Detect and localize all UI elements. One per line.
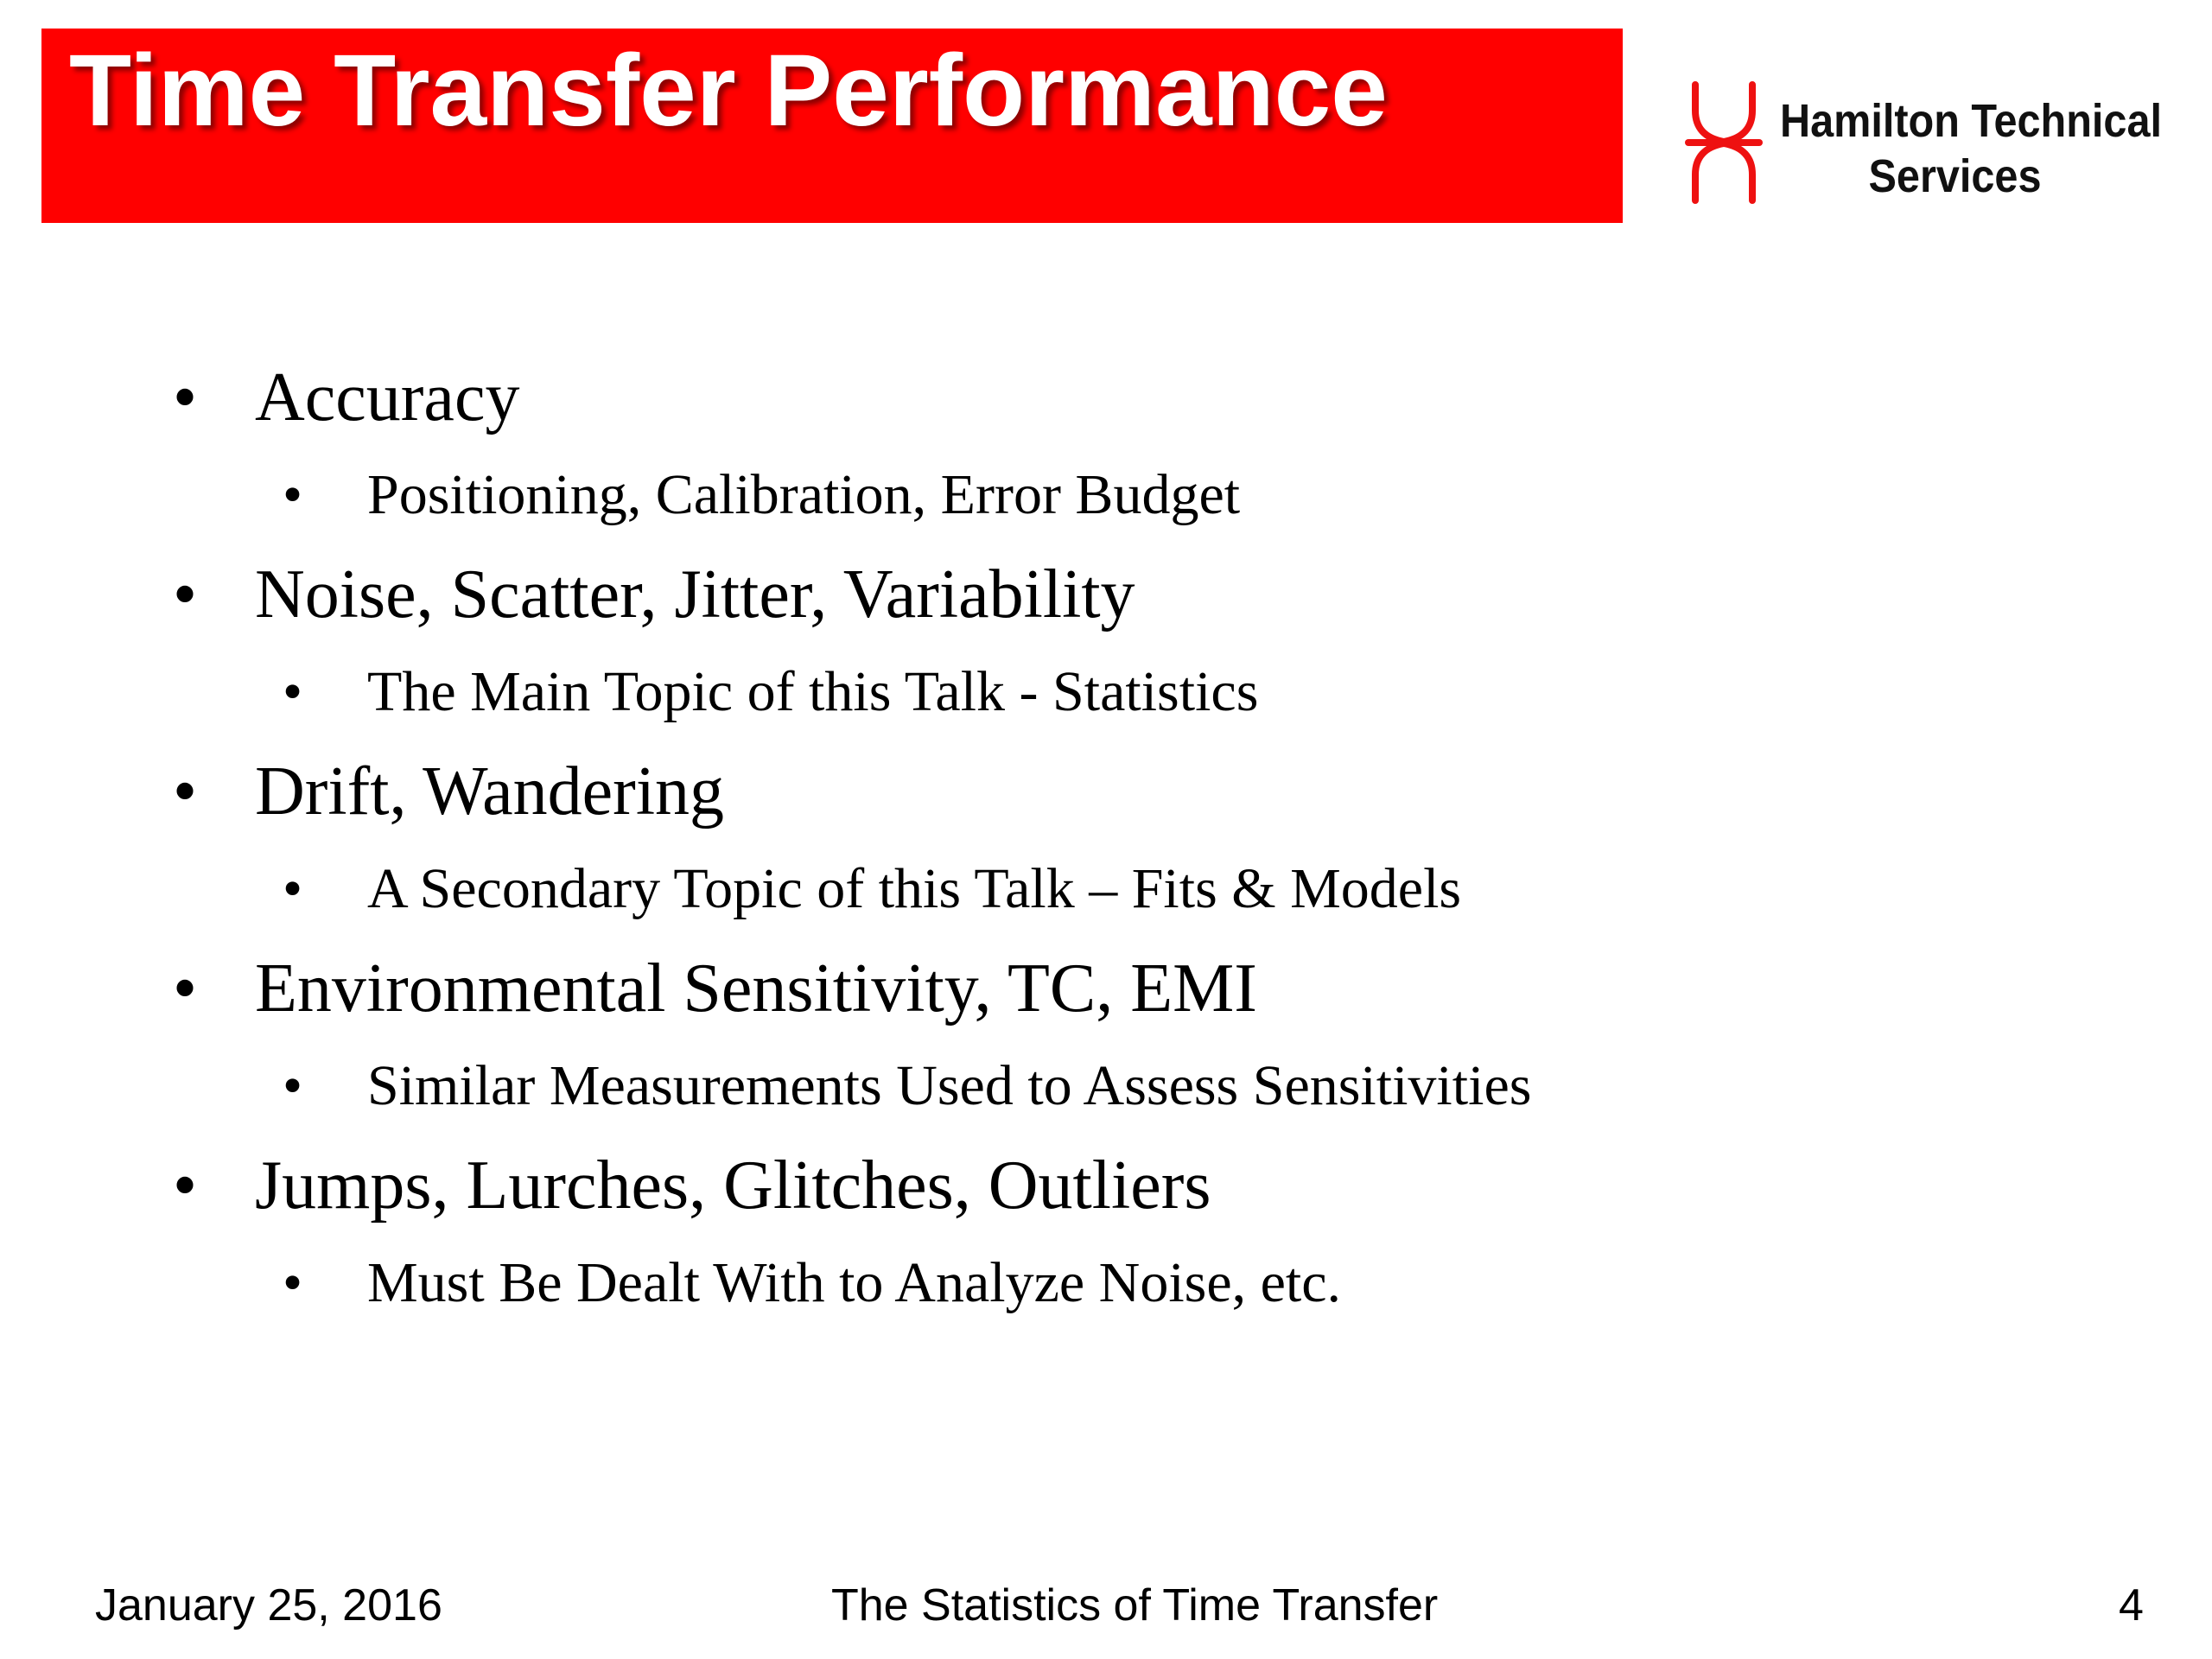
sub-bullet-text: Must Be Dealt With to Analyze Noise, etc. — [367, 1251, 1342, 1314]
sub-bullet-item — [283, 1053, 1532, 1119]
bullet-item — [173, 359, 520, 436]
sub-bullet-text: Similar Measurements Used to Assess Sensitivities — [367, 1054, 1532, 1117]
bullet-dot-icon: • — [283, 1054, 303, 1117]
bullet-text: Noise, Scatter, Jitter, Variability — [255, 556, 1135, 632]
bullet-dot-icon: • — [283, 463, 303, 526]
company-name-line2: Services — [1868, 150, 2042, 202]
sub-bullet-item — [283, 462, 1241, 528]
bullet-dot-icon: • — [173, 1147, 198, 1224]
bullet-dot-icon: • — [173, 359, 198, 435]
bullet-dot-icon: • — [173, 753, 198, 830]
bullet-dot-icon: • — [173, 950, 198, 1027]
sub-bullet-item — [283, 856, 1462, 922]
slide-title: Time Transfer Performance — [69, 34, 1388, 148]
footer-date: January 25, 2016 — [95, 1580, 442, 1630]
bullet-dot-icon: • — [283, 857, 303, 920]
company-name — [1780, 93, 2162, 204]
bullet-dot-icon: • — [283, 1251, 303, 1314]
hts-logo-icon — [1685, 78, 1763, 207]
footer-title: The Statistics of Time Transfer — [831, 1580, 1439, 1630]
sub-bullet-item — [283, 1250, 1342, 1316]
bullet-item — [173, 753, 725, 830]
bullet-item — [173, 556, 1135, 633]
bullet-text: Drift, Wandering — [255, 753, 725, 830]
sub-bullet-text: Positioning, Calibration, Error Budget — [367, 463, 1241, 526]
sub-bullet-item — [283, 659, 1259, 725]
company-name-line1: Hamilton Technical — [1780, 95, 2162, 147]
sub-bullet-text: A Secondary Topic of this Talk – Fits & Models — [367, 857, 1462, 920]
bullet-dot-icon: • — [283, 660, 303, 723]
bullet-text: Accuracy — [255, 359, 520, 435]
bullet-text: Environmental Sensitivity, TC, EMI — [255, 950, 1257, 1027]
page-number: 4 — [2119, 1580, 2144, 1630]
bullet-text: Jumps, Lurches, Glitches, Outliers — [255, 1147, 1211, 1224]
bullet-dot-icon: • — [173, 556, 198, 632]
bullet-item — [173, 950, 1257, 1027]
sub-bullet-text: The Main Topic of this Talk - Statistics — [367, 660, 1259, 723]
bullet-item — [173, 1147, 1211, 1224]
